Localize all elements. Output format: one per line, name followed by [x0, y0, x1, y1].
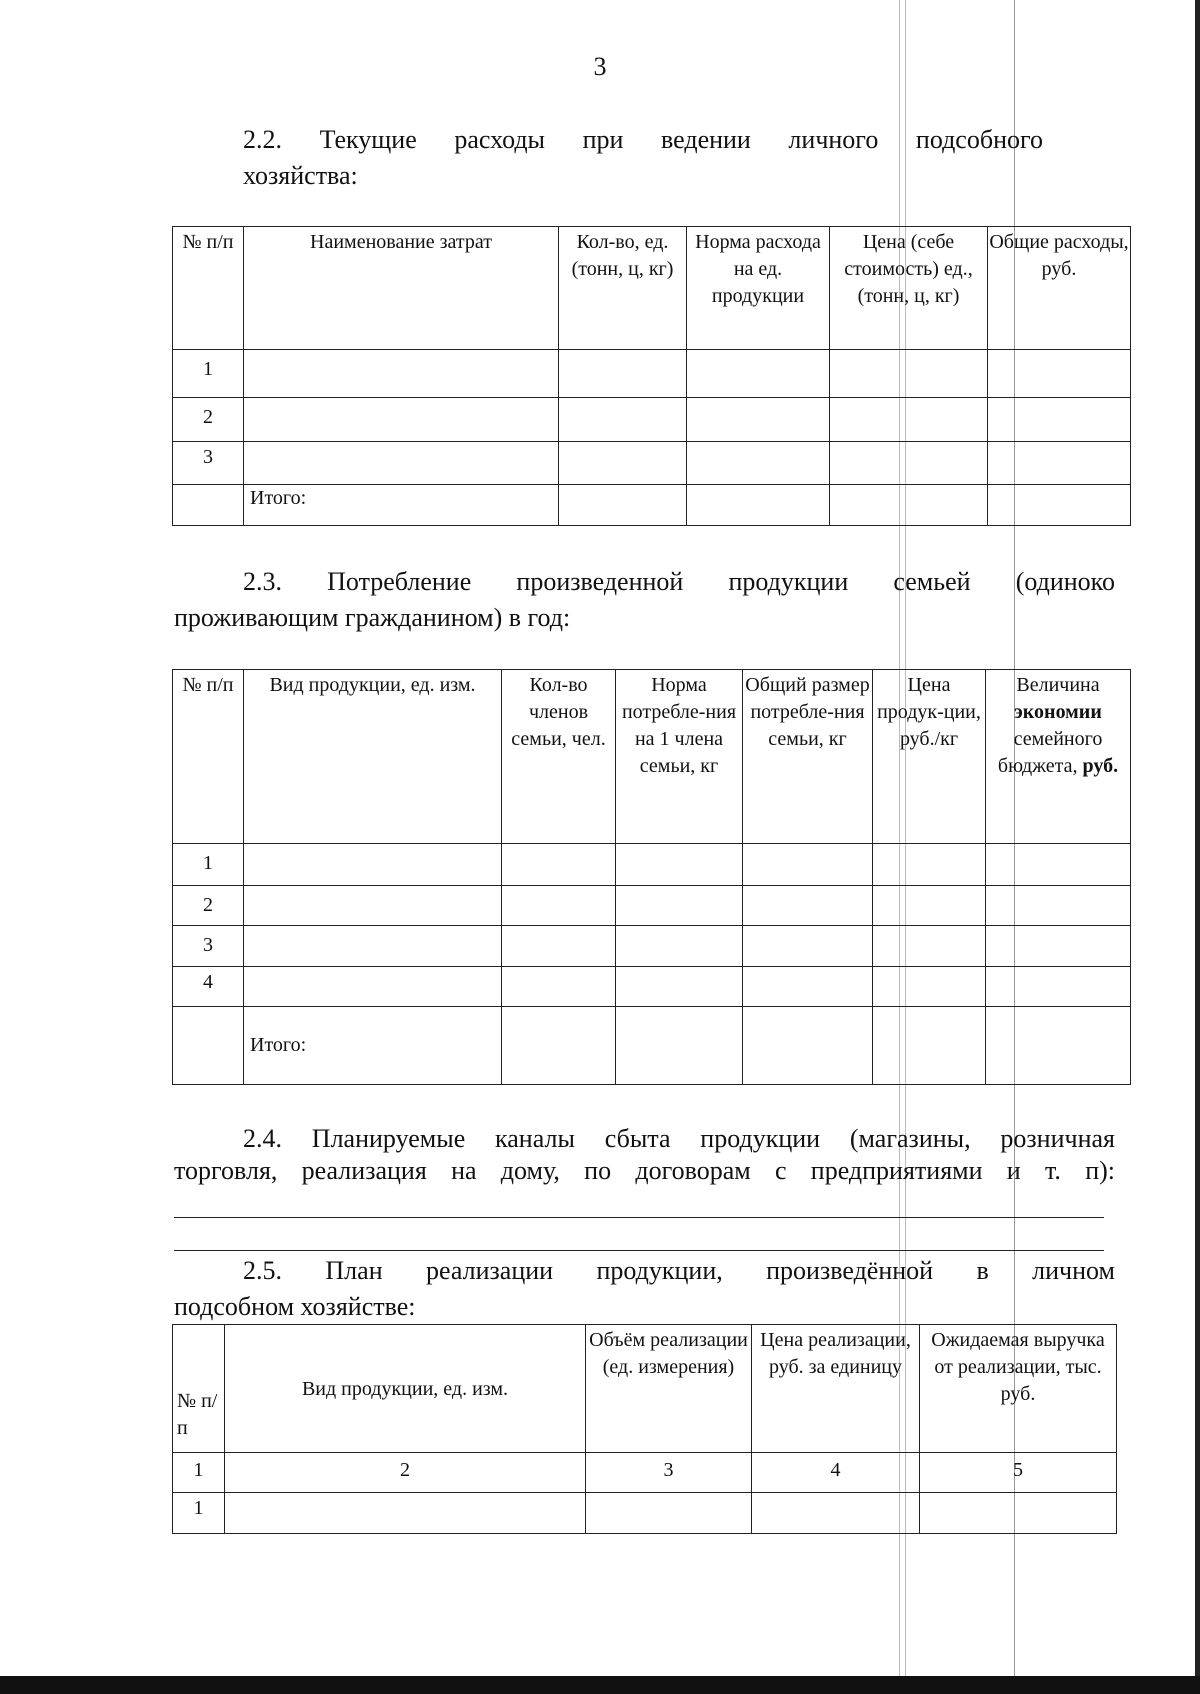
total-consumption-cell[interactable]	[743, 967, 873, 1007]
section-2-4-title: 2.4. Планируемые каналы сбыта продукции (магазины, розничная	[243, 1124, 1115, 1153]
section-2-4-title-cont: торговля, реализация на дому, по договорам с предприятиями и т. п):	[174, 1156, 1115, 1185]
members-cell[interactable]	[502, 844, 616, 886]
product-cell[interactable]	[244, 926, 502, 967]
price-cell[interactable]	[830, 485, 988, 526]
header-cell: Вид продукции, ед. изм.	[244, 670, 502, 844]
price-cell[interactable]	[830, 398, 988, 442]
members-cell[interactable]	[502, 886, 616, 926]
header-cell	[986, 670, 1131, 844]
section-2-2-title: 2.2. Текущие расходы при ведении личного подсобного	[243, 125, 1043, 154]
header-cell: № п/п	[173, 1325, 225, 1453]
header-cell: Наименование затрат	[244, 227, 559, 350]
table-row	[173, 1493, 1117, 1534]
price-cell[interactable]	[873, 967, 986, 1007]
table-row	[173, 926, 1131, 967]
scan-right-edge	[1195, 0, 1200, 1694]
header-cell: Цена реализации, руб. за единицу	[752, 1325, 920, 1453]
total-consumption-cell[interactable]	[743, 1007, 873, 1085]
table-header-row	[173, 1325, 1117, 1453]
price-cell[interactable]	[830, 350, 988, 398]
expenses-table	[172, 226, 1131, 526]
members-cell[interactable]	[502, 926, 616, 967]
quantity-cell[interactable]	[559, 485, 687, 526]
norm-cell[interactable]	[616, 926, 743, 967]
column-number: 2	[225, 1453, 586, 1493]
price-cell[interactable]	[873, 926, 986, 967]
section-2-3-title: 2.3. Потребление произведенной продукции семьей (одиноко	[243, 567, 1115, 596]
header-cell: Объём реализации (ед. измерения)	[586, 1325, 752, 1453]
quantity-cell[interactable]	[559, 398, 687, 442]
sales-plan-table	[172, 1324, 1117, 1534]
total-consumption-cell[interactable]	[743, 926, 873, 967]
norm-cell[interactable]	[616, 844, 743, 886]
cost-name-cell[interactable]	[244, 442, 559, 485]
header-text-bold: экономии	[1014, 701, 1102, 723]
section-2-3-title-cont: проживающим гражданином) в год:	[174, 603, 571, 632]
quantity-cell[interactable]	[559, 442, 687, 485]
product-cell[interactable]	[244, 886, 502, 926]
total-label: Итого:	[244, 1007, 502, 1085]
header-cell: № п/п	[173, 670, 244, 844]
header-cell: Цена (себе стоимость) ед., (тонн, ц, кг)	[830, 227, 988, 350]
header-text-bold: руб.	[1082, 755, 1119, 777]
cost-name-cell[interactable]	[244, 398, 559, 442]
section-2-2-title-cont: хозяйства:	[243, 161, 358, 190]
savings-cell[interactable]	[986, 926, 1131, 967]
price-cell[interactable]	[873, 1007, 986, 1085]
total-consumption-cell[interactable]	[743, 844, 873, 886]
product-cell[interactable]	[244, 844, 502, 886]
row-number: 1	[173, 350, 244, 398]
table-header-row	[173, 670, 1131, 844]
column-number: 4	[752, 1453, 920, 1493]
table-header-row	[173, 227, 1131, 350]
savings-cell[interactable]	[986, 844, 1131, 886]
table-row	[173, 442, 1131, 485]
table-row	[173, 398, 1131, 442]
header-text: Величина	[1016, 674, 1100, 696]
section-2-5-title: 2.5. План реализации продукции, произведённой в личном	[243, 1256, 1115, 1285]
header-cell: Цена продук-ции, руб./кг	[873, 670, 986, 844]
cost-name-cell[interactable]	[244, 350, 559, 398]
total-cell[interactable]	[988, 350, 1131, 398]
header-cell: Общие расходы, руб.	[988, 227, 1131, 350]
total-label: Итого:	[244, 485, 559, 526]
members-cell[interactable]	[502, 1007, 616, 1085]
row-number-empty	[173, 485, 244, 526]
row-number: 4	[173, 967, 244, 1007]
price-cell[interactable]	[830, 442, 988, 485]
revenue-cell[interactable]	[920, 1493, 1117, 1534]
table-row	[173, 886, 1131, 926]
quantity-cell[interactable]	[559, 350, 687, 398]
product-cell[interactable]	[225, 1493, 586, 1534]
sales-channels-line[interactable]	[174, 1250, 1104, 1251]
table-row	[173, 350, 1131, 398]
norm-cell[interactable]	[616, 1007, 743, 1085]
row-number: 3	[173, 442, 244, 485]
table-row	[173, 967, 1131, 1007]
total-cell[interactable]	[988, 398, 1131, 442]
row-number-empty	[173, 1007, 244, 1085]
total-consumption-cell[interactable]	[743, 886, 873, 926]
header-cell: Ожидаемая выручка от реализации, тыс. руб.	[920, 1325, 1117, 1453]
header-cell: Общий размер потребле-ния семьи, кг	[743, 670, 873, 844]
row-number: 2	[173, 398, 244, 442]
header-cell: Вид продукции, ед. изм.	[225, 1325, 586, 1453]
column-number: 3	[586, 1453, 752, 1493]
total-cell[interactable]	[988, 442, 1131, 485]
table-row	[173, 844, 1131, 886]
row-number: 2	[173, 886, 244, 926]
header-cell: Кол-во, ед. (тонн, ц, кг)	[559, 227, 687, 350]
members-cell[interactable]	[502, 967, 616, 1007]
section-2-5-title-cont: подсобном хозяйстве:	[174, 1292, 416, 1321]
price-cell[interactable]	[752, 1493, 920, 1534]
consumption-table	[172, 669, 1131, 1085]
row-number: 3	[173, 926, 244, 967]
savings-cell[interactable]	[986, 886, 1131, 926]
sales-channels-line[interactable]	[174, 1217, 1104, 1218]
row-number: 1	[173, 1493, 225, 1534]
row-number: 1	[173, 844, 244, 886]
volume-cell[interactable]	[586, 1493, 752, 1534]
scan-bottom-edge	[0, 1676, 1200, 1694]
norm-cell[interactable]	[616, 886, 743, 926]
column-numbers-row	[173, 1453, 1117, 1493]
column-number: 5	[920, 1453, 1117, 1493]
total-cell[interactable]	[988, 485, 1131, 526]
header-text: семейного бюджета,	[997, 728, 1103, 777]
norm-cell[interactable]	[687, 485, 830, 526]
savings-cell[interactable]	[986, 967, 1131, 1007]
norm-cell[interactable]	[687, 350, 830, 398]
savings-cell[interactable]	[986, 1007, 1131, 1085]
norm-cell[interactable]	[687, 398, 830, 442]
header-cell: № п/п	[173, 227, 244, 350]
product-cell[interactable]	[244, 967, 502, 1007]
header-cell: Норма расхода на ед. продукции	[687, 227, 830, 350]
norm-cell[interactable]	[616, 967, 743, 1007]
total-row	[173, 485, 1131, 526]
column-number: 1	[173, 1453, 225, 1493]
price-cell[interactable]	[873, 886, 986, 926]
page-number: 3	[593, 52, 607, 81]
header-cell: Норма потребле-ния на 1 члена семьи, кг	[616, 670, 743, 844]
total-row	[173, 1007, 1131, 1085]
norm-cell[interactable]	[687, 442, 830, 485]
header-cell: Кол-во членов семьи, чел.	[502, 670, 616, 844]
price-cell[interactable]	[873, 844, 986, 886]
